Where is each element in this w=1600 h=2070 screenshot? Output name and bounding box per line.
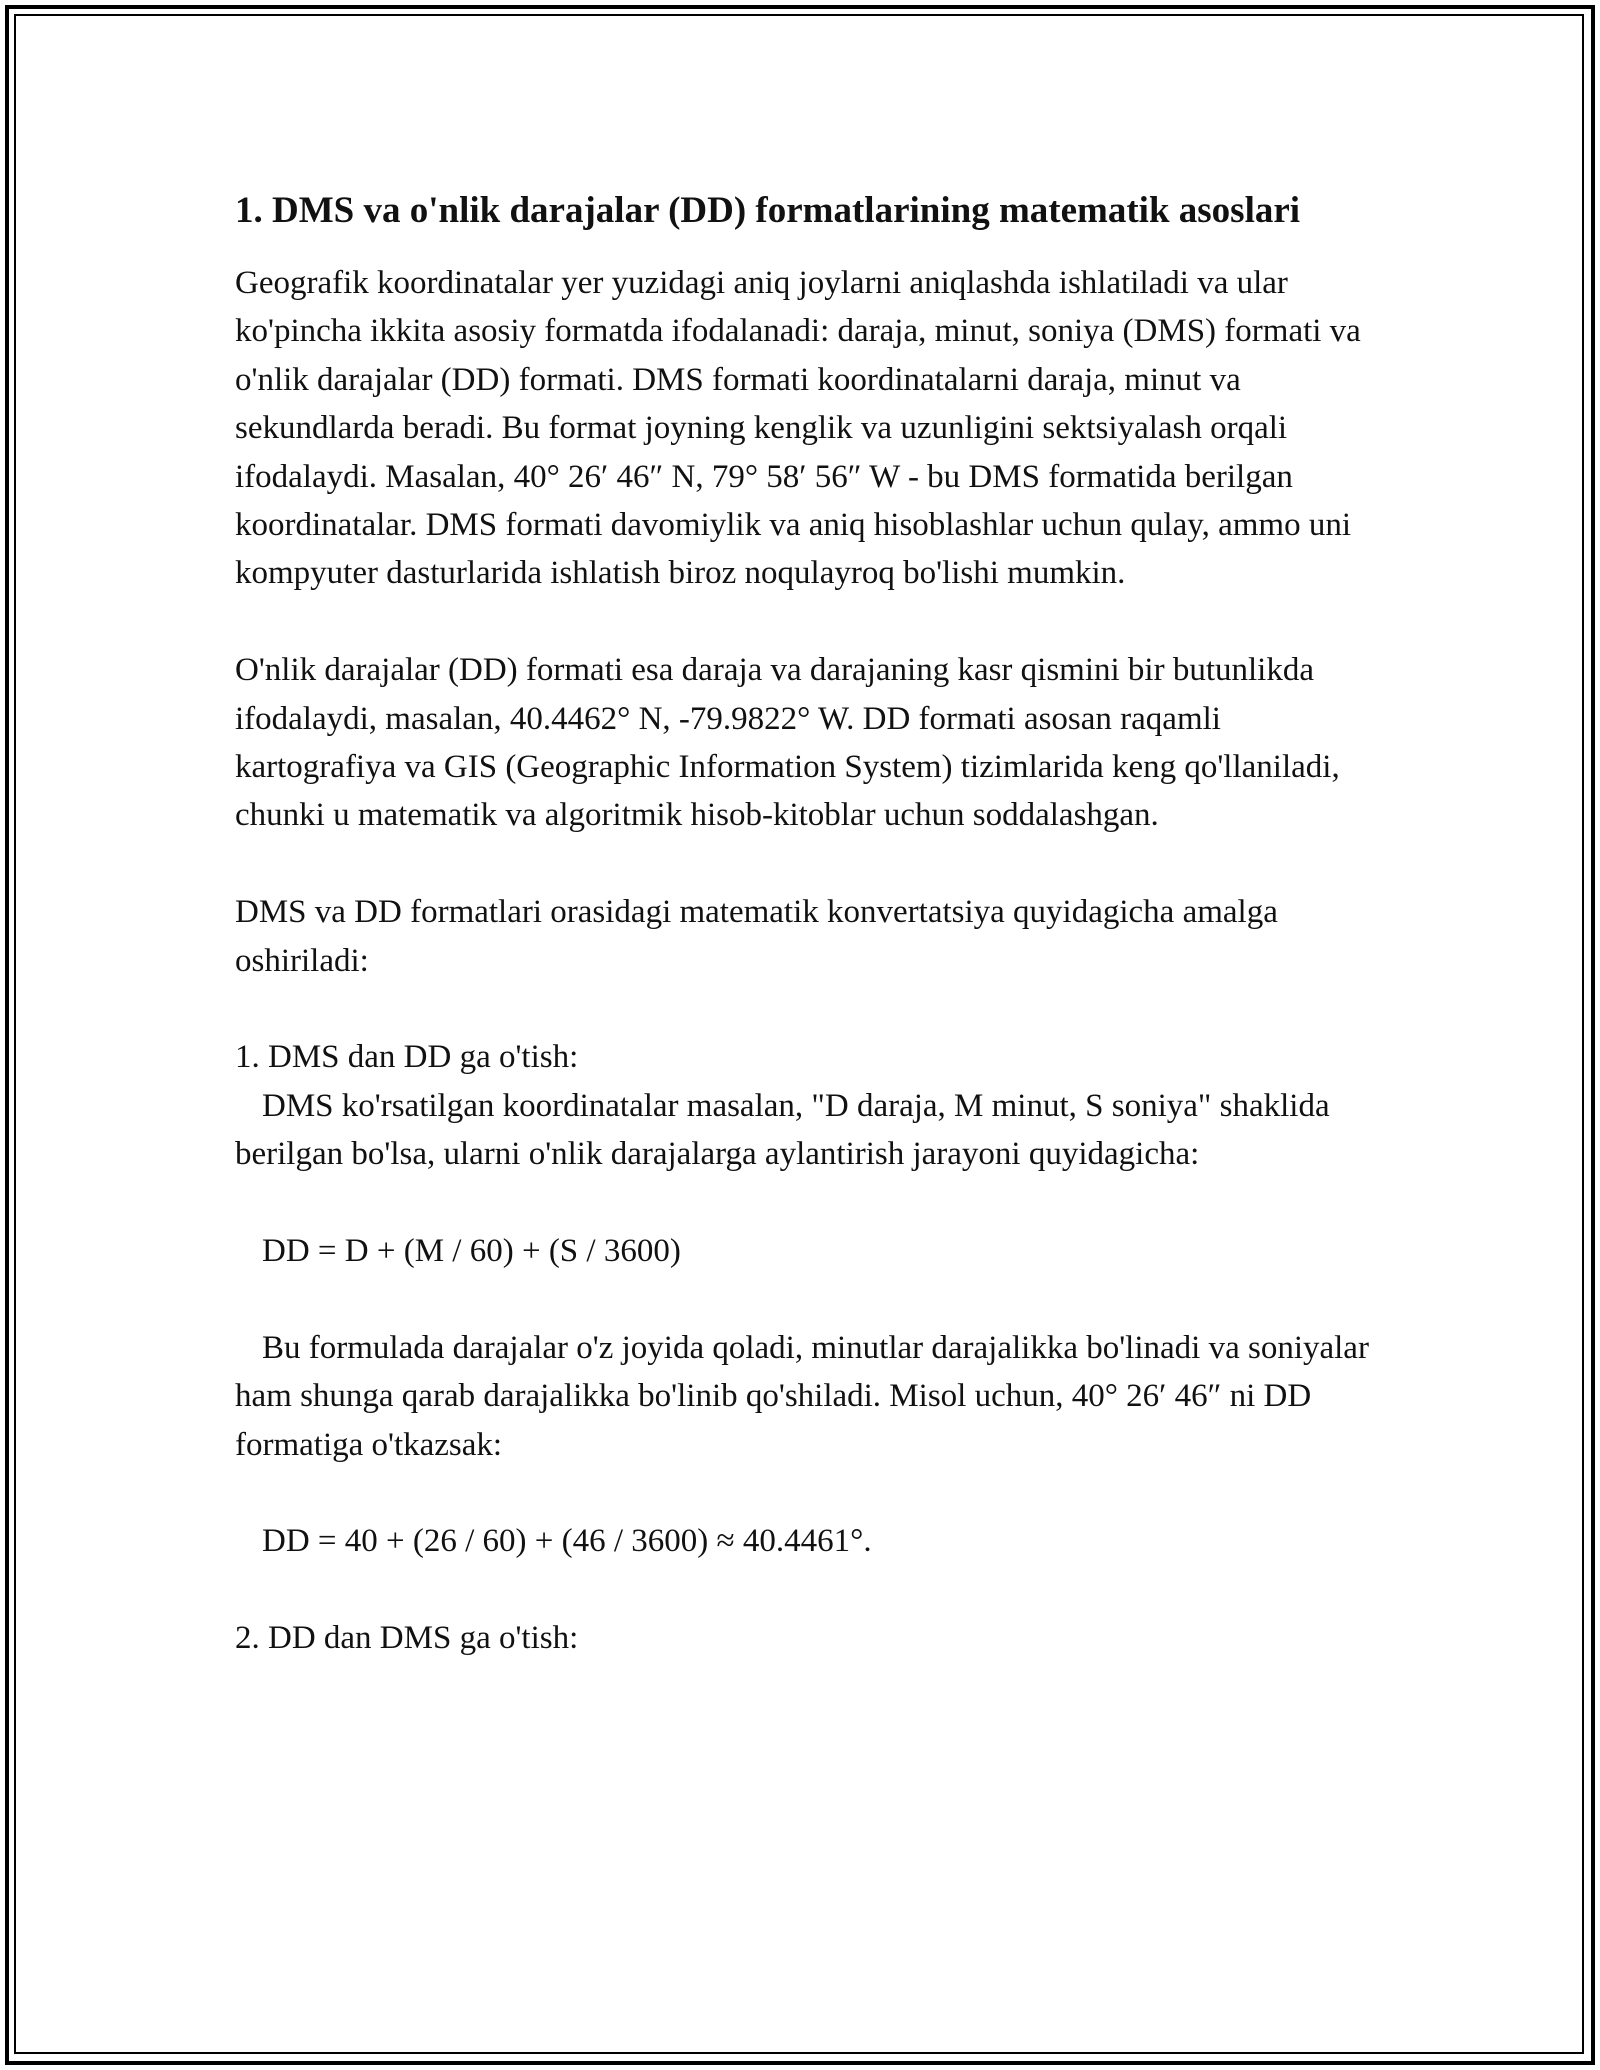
formula-explanation <box>235 1324 1375 1469</box>
paragraph-dd-intro: O'nlik darajalar (DD) formati esa daraja va darajaning kasr qismini bir butunlikda ifodalaydi, masalan, 40.4462° N, -79.9822° W. DD formati asosan raqamli kartografiya va GIS (Geographic Information System) tizimlarida keng qo'llaniladi, chunki u matematik va algoritmik hisob-kitoblar uchun soddalashgan. <box>235 652 1340 834</box>
section-dms-to-dd <box>235 1033 1375 1178</box>
section-dms-to-dd-intro: DMS ko'rsatilgan koordinatalar masalan, "D daraja, M minut, S soniya" shaklida berilgan bo'lsa, ularni o'nlik darajalarga aylantirish jarayoni quyidagicha: <box>235 1087 1330 1173</box>
document-body <box>235 183 1375 1711</box>
formula-dms-to-dd: DD = D + (M / 60) + (S / 3600) <box>262 1233 681 1270</box>
section-dms-to-dd-heading: 1. DMS dan DD ga o'tish: <box>235 1039 579 1076</box>
paragraph-dms-intro: Geografik koordinatalar yer yuzidagi aniq joylarni aniqlashda ishlatiladi va ular ko'pincha ikkita asosiy formatda ifodalanadi: daraja, minut, soniya (DMS) formati va o'nlik darajalar (DD) formati. DMS formati koordinatalarni daraja, minut va sekundlarda beradi. Bu format joyning kenglik va uzunligini sektsiyalash orqali ifodalaydi. Masalan, 40° 26′ 46″ N, 79° 58′ 56″ W - bu DMS formatida berilgan koordinatalar. DMS formati davomiylik va aniq hisoblashlar uchun qulay, ammo uni kompyuter dasturlarida ishlatish biroz noqulayroq bo'lishi mumkin. <box>235 265 1361 592</box>
paragraph-conversion-intro: DMS va DD formatlari orasidagi matematik konvertatsiya quyidagicha amalga oshiriladi: <box>235 894 1278 979</box>
formula-explanation-text: Bu formulada darajalar o'z joyida qoladi, minutlar darajalikka bo'linadi va soniyalar ham shunga qarab darajalikka bo'linib qo'shiladi. Misol uchun, 40° 26′ 46″ ni DD formatiga o'tkazsak: <box>235 1329 1369 1463</box>
section-dd-to-dms-heading: 2. DD dan DMS ga o'tish: <box>235 1620 579 1657</box>
formula-example: DD = 40 + (26 / 60) + (46 / 3600) ≈ 40.4461°. <box>262 1523 872 1560</box>
section-title: 1. DMS va o'nlik darajalar (DD) formatlarining matematik asoslari <box>235 190 1301 231</box>
